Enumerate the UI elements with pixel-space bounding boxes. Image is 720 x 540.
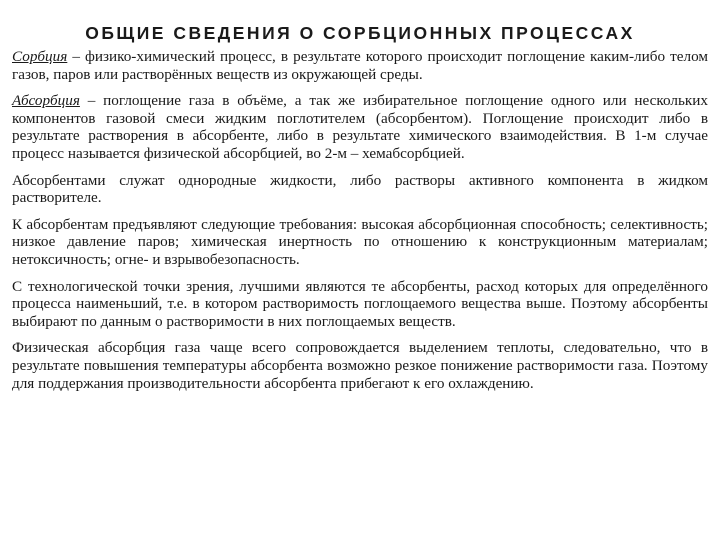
paragraph-requirements: К абсорбентам предъявляют следующие требования: высокая абсорбционная способность; селективность; низкое давление паров; химическая инертность по отношению к конструкционным материалам; нетоксичность; огне- и взрывобезопасность. xyxy=(12,215,708,268)
paragraph-absorption xyxy=(12,92,708,162)
term-absorption: Абсорбция xyxy=(12,92,80,110)
paragraph-text: – поглощение газа в объёме, а так же избирательное поглощение одного или нескольких компонентов газовой смеси жидким поглотителем (абсорбентом). Поглощение происходит либо в результате растворения в абсорбенте, либо в результате химического взаимодействия. В 1-м случае процесс называется физической абсорбцией, во 2-м – хемабсорбцией. xyxy=(12,92,708,162)
paragraph-sorption xyxy=(12,48,708,83)
paragraph-physical-absorption: Физическая абсорбция газа чаще всего сопровождается выделением теплоты, следовательно, что в результате повышения температуры абсорбента возможно резкое понижение растворимости газа. Поэтому для поддержания производительности абсорбента прибегают к его охлаждению. xyxy=(12,339,708,392)
paragraph-text: – физико-химический процесс, в результате которого происходит поглощение каким-либо телом газов, паров или растворённых веществ из окружающей среды. xyxy=(12,48,708,83)
paragraph-absorbents: Абсорбентами служат однородные жидкости, либо растворы активного компонента в жидком растворителе. xyxy=(12,171,708,207)
term-sorption: Сорбция xyxy=(12,48,68,65)
page-title: ОБЩИЕ СВЕДЕНИЯ О СОРБЦИОННЫХ ПРОЦЕССАХ xyxy=(85,23,635,43)
paragraph-technology: С технологической точки зрения, лучшими являются те абсорбенты, расход которых для определённого процесса наименьший, т.е. в котором растворимость поглощаемого вещества выше. Поэтому абсорбенты выбирают по данным о растворимости в них поглощаемых веществ. xyxy=(12,277,708,330)
